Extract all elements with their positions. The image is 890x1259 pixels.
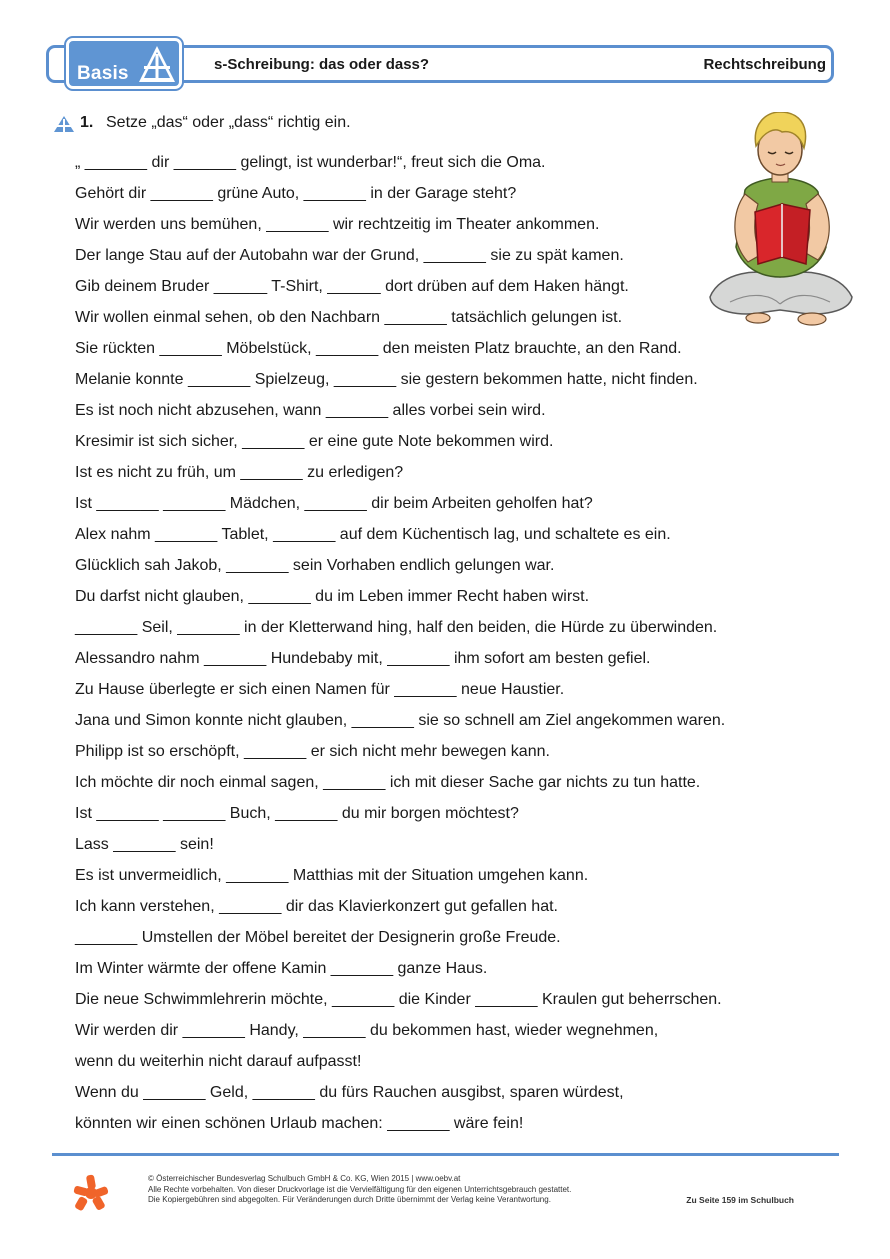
exercise-line: Wir werden uns bemühen, _______ wir rechtzeitig im Theater ankommen. xyxy=(75,216,600,233)
exercise-line: Ist _______ _______ Buch, _______ du mir borgen möchtest? xyxy=(75,805,519,822)
exercise-line: Ist _______ _______ Mädchen, _______ dir beim Arbeiten geholfen hat? xyxy=(75,495,593,512)
exercise-line: Lass _______ sein! xyxy=(75,836,214,853)
publisher-logo-icon xyxy=(72,1173,110,1211)
exercise-line: Ich kann verstehen, _______ dir das Klavierkonzert gut gefallen hat. xyxy=(75,898,558,915)
exercise-line: Du darfst nicht glauben, _______ du im Leben immer Recht haben wirst. xyxy=(75,588,590,605)
exercise-line: wenn du weiterhin nicht darauf aufpasst! xyxy=(75,1053,362,1070)
worksheet-title: s-Schreibung: das oder dass? xyxy=(214,56,430,73)
exercise-line: Philipp ist so erschöpft, _______ er sich nicht mehr bewegen kann. xyxy=(75,743,550,760)
level-badge-label: Basis xyxy=(77,63,129,84)
exercise-line: Wir werden dir _______ Handy, _______ du bekommen hast, wieder wegnehmen, xyxy=(75,1022,659,1039)
footer-page-reference: Zu Seite 159 im Schulbuch xyxy=(686,1195,794,1205)
exercise-line: _______ Umstellen der Möbel bereitet der Designerin große Freude. xyxy=(75,929,561,946)
triangle-level-icon xyxy=(137,44,177,84)
exercise-line: Ist es nicht zu früh, um _______ zu erledigen? xyxy=(75,464,404,481)
footer-line: © Österreichischer Bundesverlag Schulbuch GmbH & Co. KG, Wien 2015 | www.oebv.at xyxy=(148,1174,461,1183)
exercise-line: Es ist noch nicht abzusehen, wann _______ alles vorbei sein wird. xyxy=(75,402,546,419)
task-number: 1. xyxy=(80,114,94,131)
exercise-line: Ich möchte dir noch einmal sagen, _______ ich mit dieser Sache gar nichts zu tun hatte. xyxy=(75,774,701,791)
exercise-line: Glücklich sah Jakob, _______ sein Vorhaben endlich gelungen war. xyxy=(75,557,555,574)
exercise-line: Die neue Schwimmlehrerin möchte, _______ die Kinder _______ Kraulen gut beherrschen. xyxy=(75,991,722,1008)
exercise-line: Sie rückten _______ Möbelstück, _______ den meisten Platz brauchte, an den Rand. xyxy=(75,340,682,357)
exercise-list xyxy=(75,152,725,1144)
task-instruction: Setze „das“ oder „dass“ richtig ein. xyxy=(106,114,351,131)
exercise-line: Zu Hause überlegte er sich einen Namen für _______ neue Haustier. xyxy=(75,681,565,698)
exercise-line: Wenn du _______ Geld, _______ du fürs Rauchen ausgibst, sparen würdest, xyxy=(75,1084,624,1101)
worksheet-category: Rechtschreibung xyxy=(703,56,826,73)
exercise-line: Jana und Simon konnte nicht glauben, _______ sie so schnell am Ziel angekommen waren. xyxy=(75,712,726,729)
exercise-line: Wir wollen einmal sehen, ob den Nachbarn _______ tatsächlich gelungen ist. xyxy=(75,309,623,326)
exercise-line: Kresimir ist sich sicher, _______ er eine gute Note bekommen wird. xyxy=(75,433,554,450)
exercise-line: Der lange Stau auf der Autobahn war der Grund, _______ sie zu spät kamen. xyxy=(75,247,624,264)
footer-line: Die Kopiergebühren sind abgegolten. Für Veränderungen durch Dritte übernimmt der Verlag keine Verantwortung. xyxy=(148,1195,551,1204)
footer-line: Alle Rechte vorbehalten. Von dieser Druckvorlage ist die Vervielfältigung für den eigenen Unterrichtsgebrauch gestattet. xyxy=(148,1184,572,1194)
boy-reading-illustration xyxy=(700,112,860,337)
exercise-line: Es ist unvermeidlich, _______ Matthias mit der Situation umgehen kann. xyxy=(75,867,589,884)
footer-divider xyxy=(52,1153,839,1156)
exercise-line: Alessandro nahm _______ Hundebaby mit, _______ ihm sofort am besten gefiel. xyxy=(75,650,651,667)
exercise-line: Alex nahm _______ Tablet, _______ auf dem Küchentisch lag, und schaltete es ein. xyxy=(75,526,671,543)
footer-copyright xyxy=(148,1174,571,1206)
exercise-line: „ _______ dir _______ gelingt, ist wunderbar!“, freut sich die Oma. xyxy=(75,154,546,171)
level-badge xyxy=(66,38,182,89)
exercise-line: _______ Seil, _______ in der Kletterwand hing, half den beiden, die Hürde zu überwinden. xyxy=(75,619,718,636)
exercise-line: könnten wir einen schönen Urlaub machen: _______ wäre fein! xyxy=(75,1115,524,1132)
task-triangle-icon xyxy=(53,115,75,133)
exercise-line: Gehört dir _______ grüne Auto, _______ in der Garage steht? xyxy=(75,185,517,202)
exercise-line: Gib deinem Bruder ______ T-Shirt, ______ dort drüben auf dem Haken hängt. xyxy=(75,278,629,295)
exercise-line: Im Winter wärmte der offene Kamin _______ ganze Haus. xyxy=(75,960,488,977)
exercise-line: Melanie konnte _______ Spielzeug, _______ sie gestern bekommen hatte, nicht finden. xyxy=(75,371,698,388)
